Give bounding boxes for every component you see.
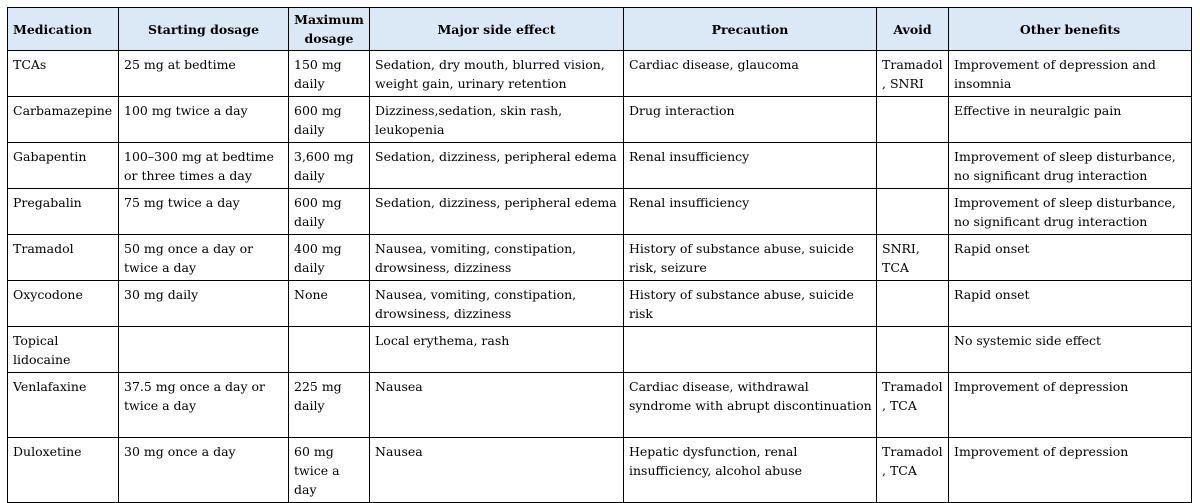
cell-other-benefits: Rapid onset xyxy=(949,281,1192,327)
cell-avoid xyxy=(877,97,949,143)
cell-maximum-dosage xyxy=(289,327,370,373)
cell-maximum-dosage: 600 mg daily xyxy=(289,189,370,235)
cell-starting-dosage: 37.5 mg once a day or twice a day xyxy=(119,373,289,438)
cell-maximum-dosage: None xyxy=(289,281,370,327)
cell-other-benefits: Improvement of depression and insomnia xyxy=(949,51,1192,97)
cell-major-side-effect: Dizziness,sedation, skin rash, leukopenia xyxy=(370,97,624,143)
cell-starting-dosage: 100–300 mg at bedtime or three times a day xyxy=(119,143,289,189)
header-avoid: Avoid xyxy=(877,8,949,51)
cell-medication: Gabapentin xyxy=(8,143,119,189)
table-row xyxy=(8,438,1192,503)
cell-avoid xyxy=(877,281,949,327)
cell-medication: Topical lidocaine xyxy=(8,327,119,373)
table-row xyxy=(8,373,1192,438)
cell-precaution: Drug interaction xyxy=(624,97,877,143)
table-row xyxy=(8,97,1192,143)
cell-other-benefits: Improvement of sleep disturbance, no significant drug interaction xyxy=(949,189,1192,235)
header-medication: Medication xyxy=(8,8,119,51)
cell-maximum-dosage: 3,600 mg daily xyxy=(289,143,370,189)
cell-medication: TCAs xyxy=(8,51,119,97)
header-major-side-effect: Major side effect xyxy=(370,8,624,51)
cell-precaution: Cardiac disease, withdrawal syndrome with abrupt discontinuation xyxy=(624,373,877,438)
header-precaution: Precaution xyxy=(624,8,877,51)
cell-starting-dosage: 50 mg once a day or twice a day xyxy=(119,235,289,281)
cell-avoid xyxy=(877,189,949,235)
cell-avoid: SNRI, TCA xyxy=(877,235,949,281)
cell-maximum-dosage: 150 mg daily xyxy=(289,51,370,97)
cell-other-benefits: No systemic side effect xyxy=(949,327,1192,373)
header-other-benefits: Other benefits xyxy=(949,8,1192,51)
cell-medication: Carbamazepine xyxy=(8,97,119,143)
table-row xyxy=(8,327,1192,373)
cell-other-benefits: Effective in neuralgic pain xyxy=(949,97,1192,143)
cell-avoid: Tramadol, TCA xyxy=(877,438,949,503)
cell-medication: Venlafaxine xyxy=(8,373,119,438)
table-row xyxy=(8,235,1192,281)
cell-major-side-effect: Local erythema, rash xyxy=(370,327,624,373)
cell-other-benefits: Improvement of depression xyxy=(949,373,1192,438)
header-row xyxy=(8,8,1192,51)
cell-maximum-dosage: 225 mg daily xyxy=(289,373,370,438)
cell-precaution: Hepatic dysfunction, renal insufficiency, alcohol abuse xyxy=(624,438,877,503)
cell-major-side-effect: Nausea xyxy=(370,373,624,438)
cell-other-benefits: Improvement of depression xyxy=(949,438,1192,503)
cell-avoid: Tramadol, TCA xyxy=(877,373,949,438)
cell-medication: Pregabalin xyxy=(8,189,119,235)
cell-major-side-effect: Sedation, dizziness, peripheral edema xyxy=(370,189,624,235)
medication-table xyxy=(7,7,1192,503)
cell-starting-dosage: 75 mg twice a day xyxy=(119,189,289,235)
cell-major-side-effect: Sedation, dry mouth, blurred vision, weight gain, urinary retention xyxy=(370,51,624,97)
cell-medication: Duloxetine xyxy=(8,438,119,503)
cell-starting-dosage: 30 mg daily xyxy=(119,281,289,327)
cell-maximum-dosage: 60 mg twice a day xyxy=(289,438,370,503)
header-maximum-dosage: Maximum dosage xyxy=(289,8,370,51)
table-row xyxy=(8,281,1192,327)
cell-maximum-dosage: 400 mg daily xyxy=(289,235,370,281)
header-starting-dosage: Starting dosage xyxy=(119,8,289,51)
table-row xyxy=(8,51,1192,97)
cell-avoid xyxy=(877,143,949,189)
cell-other-benefits: Improvement of sleep disturbance, no significant drug interaction xyxy=(949,143,1192,189)
cell-avoid xyxy=(877,327,949,373)
medication-table-container xyxy=(7,7,1192,503)
table-row xyxy=(8,143,1192,189)
cell-major-side-effect: Nausea xyxy=(370,438,624,503)
cell-avoid: Tramadol, SNRI xyxy=(877,51,949,97)
cell-precaution xyxy=(624,327,877,373)
cell-major-side-effect: Nausea, vomiting, constipation, drowsiness, dizziness xyxy=(370,235,624,281)
cell-precaution: History of substance abuse, suicide risk xyxy=(624,281,877,327)
cell-starting-dosage xyxy=(119,327,289,373)
cell-medication: Oxycodone xyxy=(8,281,119,327)
cell-major-side-effect: Sedation, dizziness, peripheral edema xyxy=(370,143,624,189)
cell-other-benefits: Rapid onset xyxy=(949,235,1192,281)
cell-medication: Tramadol xyxy=(8,235,119,281)
cell-major-side-effect: Nausea, vomiting, constipation, drowsiness, dizziness xyxy=(370,281,624,327)
cell-starting-dosage: 30 mg once a day xyxy=(119,438,289,503)
table-row xyxy=(8,189,1192,235)
cell-starting-dosage: 25 mg at bedtime xyxy=(119,51,289,97)
cell-maximum-dosage: 600 mg daily xyxy=(289,97,370,143)
cell-precaution: Renal insufficiency xyxy=(624,143,877,189)
cell-starting-dosage: 100 mg twice a day xyxy=(119,97,289,143)
cell-precaution: History of substance abuse, suicide risk, seizure xyxy=(624,235,877,281)
cell-precaution: Renal insufficiency xyxy=(624,189,877,235)
cell-precaution: Cardiac disease, glaucoma xyxy=(624,51,877,97)
